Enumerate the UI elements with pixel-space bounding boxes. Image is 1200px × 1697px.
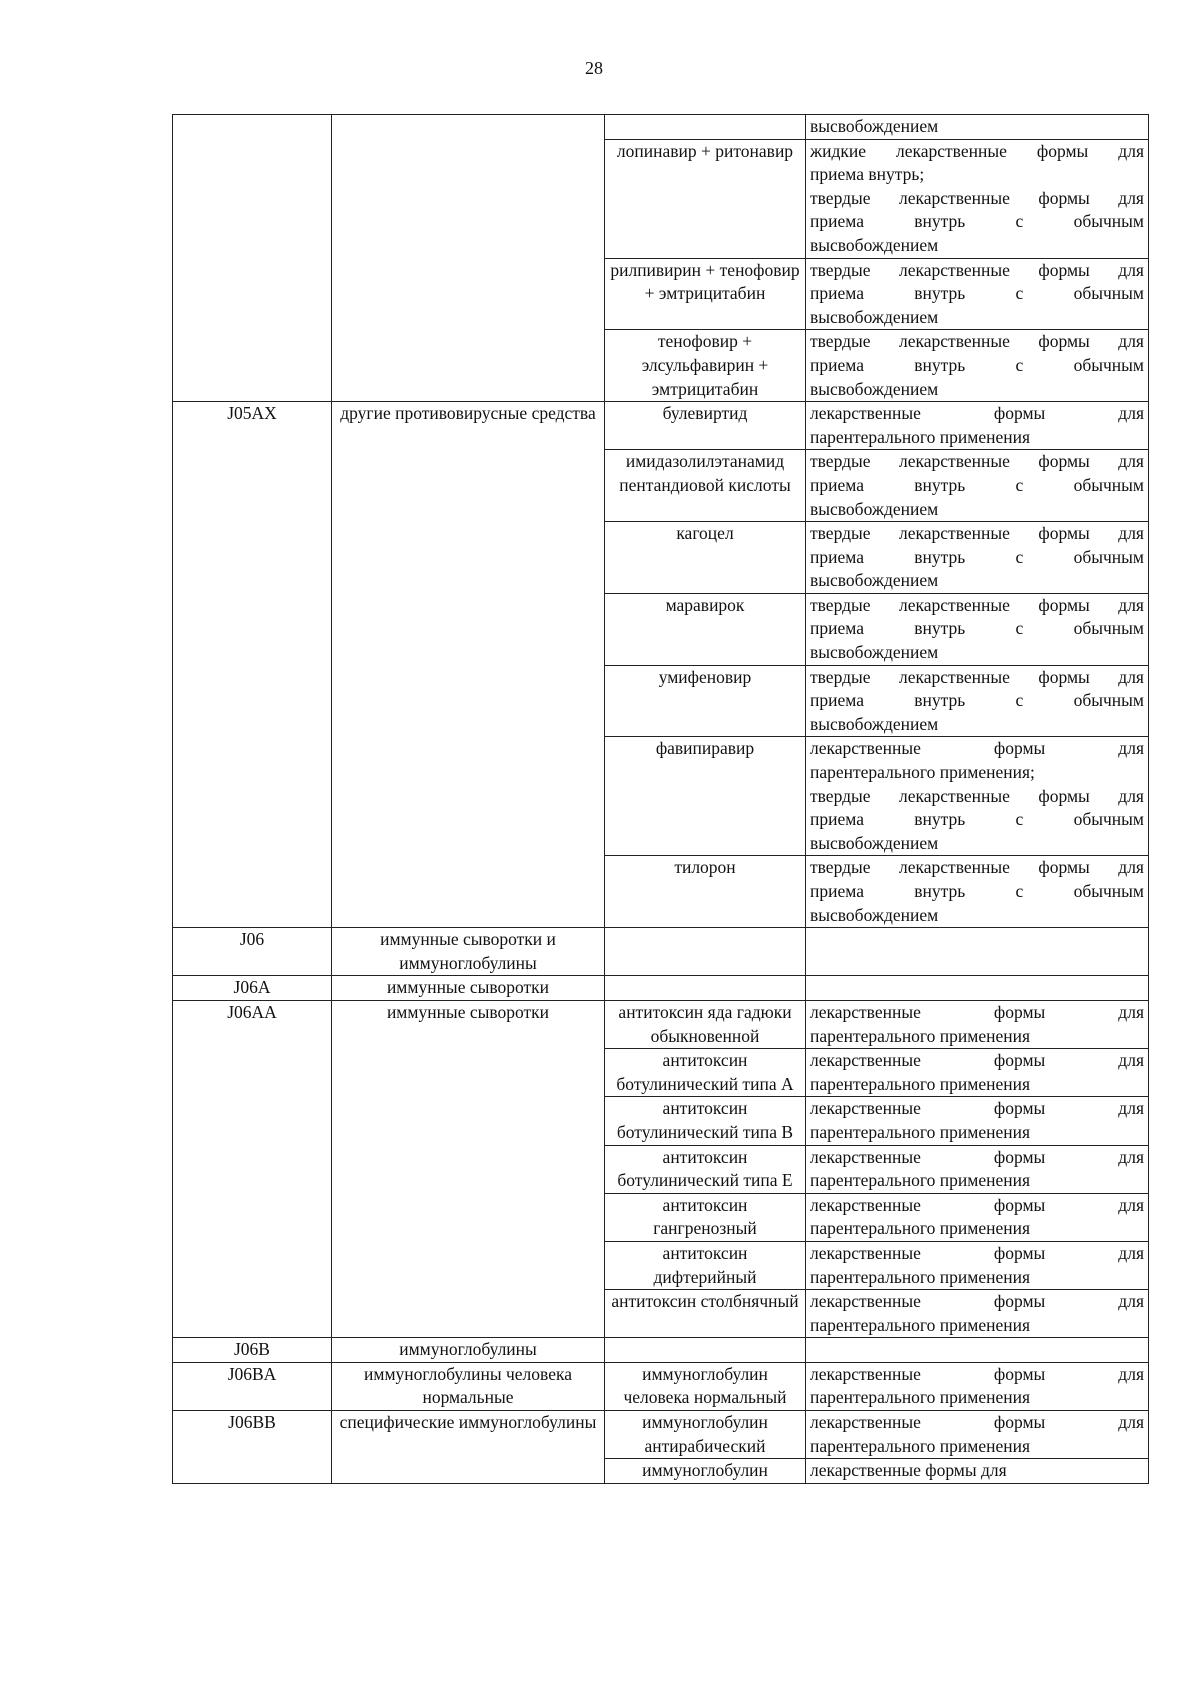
form-line: парентерального применения;	[810, 762, 1035, 783]
form-line: лекарственные формы для	[810, 1146, 1144, 1167]
form-line: твердые лекарственные формы для	[810, 259, 1144, 280]
form-line: лекарственные формы для	[810, 738, 1144, 759]
form-line: парентерального применения	[810, 1025, 1031, 1046]
form-line: твердые лекарственные формы для	[810, 451, 1144, 472]
form-cell	[806, 450, 1149, 522]
table-row	[173, 976, 1149, 1001]
drug-cell: рилпивирин + тенофовир + эмтрицитабин	[605, 258, 806, 330]
form-line: высвобождением	[810, 116, 939, 136]
form-line: твердые лекарственные формы для	[810, 857, 1144, 878]
form-line: приема внутрь с обычным	[810, 618, 1144, 639]
form-line: парентерального применения	[810, 1121, 1031, 1142]
drug-cell	[605, 928, 806, 976]
form-line: лекарственные формы для	[810, 403, 1144, 424]
form-line: приема внутрь с обычным	[810, 211, 1144, 232]
form-cell	[806, 330, 1149, 402]
table-row	[173, 1338, 1149, 1363]
atc-code-cell	[173, 115, 332, 402]
form-cell	[806, 139, 1149, 258]
form-cell	[806, 1000, 1149, 1048]
drug-cell	[605, 976, 806, 1001]
drug-cell: булевиртид	[605, 402, 806, 450]
form-cell	[806, 1193, 1149, 1241]
group-cell: другие противовирусные средства	[332, 402, 605, 928]
form-line: высвобождением	[810, 498, 939, 519]
atc-code-cell: J06B	[173, 1338, 332, 1363]
form-line: твердые лекарственные формы для	[810, 666, 1144, 687]
atc-code-cell: J06	[173, 928, 332, 976]
form-cell	[806, 1241, 1149, 1289]
drug-cell: антитоксин ботулинический типа E	[605, 1145, 806, 1193]
form-cell	[806, 522, 1149, 594]
form-line: приема внутрь с обычным	[810, 881, 1144, 901]
form-line: высвобождением	[810, 904, 939, 925]
form-cell	[806, 665, 1149, 737]
drug-cell: кагоцел	[605, 522, 806, 594]
drug-cell: лопинавир + ритонавир	[605, 139, 806, 258]
form-line: приема внутрь с обычным	[810, 809, 1144, 830]
form-line: лекарственные формы для	[810, 1412, 1144, 1433]
form-line: парентерального применения	[810, 1387, 1031, 1408]
form-line: лекарственные формы для	[810, 1001, 1144, 1022]
form-line: высвобождением	[810, 832, 939, 853]
form-line: парентерального применения	[810, 1218, 1031, 1239]
drug-cell: иммуноглобулин	[605, 1459, 806, 1484]
form-line: приема внутрь с обычным	[810, 546, 1144, 567]
drug-cell: иммуноглобулин антирабический	[605, 1411, 806, 1459]
atc-code-cell: J06AA	[173, 1000, 332, 1337]
form-line: лекарственные формы для	[810, 1050, 1144, 1071]
form-line: лекарственные формы для	[810, 1291, 1144, 1312]
form-line: лекарственные формы для	[810, 1363, 1144, 1384]
page-number: 28	[585, 58, 603, 78]
form-cell	[806, 1459, 1149, 1484]
form-cell	[806, 1362, 1149, 1410]
form-cell	[806, 856, 1149, 928]
group-cell	[332, 115, 605, 402]
form-line: высвобождением	[810, 378, 939, 399]
drug-cell: фавипиравир	[605, 737, 806, 856]
form-cell	[806, 1338, 1149, 1363]
form-line: приема внутрь с обычным	[810, 354, 1144, 375]
drug-cell: антитоксин ботулинический типа A	[605, 1049, 806, 1097]
form-line: приема внутрь с обычным	[810, 474, 1144, 495]
form-line: приема внутрь с обычным	[810, 690, 1144, 711]
table-row	[173, 1362, 1149, 1410]
drug-cell: тилорон	[605, 856, 806, 928]
form-line: парентерального применения	[810, 1073, 1031, 1094]
form-line: лекарственные формы для	[810, 1242, 1144, 1263]
form-cell	[806, 1049, 1149, 1097]
drug-cell: антитоксин столбнячный	[605, 1290, 806, 1338]
form-cell	[806, 976, 1149, 1001]
form-line: парентерального применения	[810, 1266, 1031, 1287]
form-cell	[806, 402, 1149, 450]
form-cell	[806, 258, 1149, 330]
form-line: твердые лекарственные формы для	[810, 187, 1144, 208]
drug-table	[172, 114, 1149, 1484]
drug-cell: антитоксин дифтерийный	[605, 1241, 806, 1289]
drug-cell	[605, 115, 806, 140]
table-row	[173, 928, 1149, 976]
form-line: лекарственные формы для	[810, 1194, 1144, 1215]
form-line: жидкие лекарственные формы для	[810, 140, 1144, 161]
atc-code-cell: J05AX	[173, 402, 332, 928]
form-line: твердые лекарственные формы для	[810, 523, 1144, 544]
form-line: приема внутрь;	[810, 164, 925, 185]
form-line: лекарственные формы для	[810, 1460, 1007, 1481]
form-cell	[806, 737, 1149, 856]
form-line: приема внутрь с обычным	[810, 283, 1144, 304]
form-cell	[806, 1145, 1149, 1193]
form-line: парентерального применения	[810, 426, 1031, 447]
form-line: твердые лекарственные формы для	[810, 331, 1144, 352]
form-line: парентерального применения	[810, 1170, 1031, 1191]
form-line: твердые лекарственные формы для	[810, 594, 1144, 615]
table-row	[173, 1411, 1149, 1459]
table-row	[173, 115, 1149, 140]
drug-cell: антитоксин ботулинический типа B	[605, 1097, 806, 1145]
drug-cell: антитоксин гангренозный	[605, 1193, 806, 1241]
atc-code-cell: J06BA	[173, 1362, 332, 1410]
group-cell: иммунные сыворотки	[332, 976, 605, 1001]
form-line: парентерального применения	[810, 1435, 1031, 1456]
form-line: высвобождением	[810, 570, 939, 591]
form-cell	[806, 593, 1149, 665]
form-line: высвобождением	[810, 713, 939, 734]
group-cell: иммуноглобулины человека нормальные	[332, 1362, 605, 1410]
table-row	[173, 402, 1149, 450]
form-cell	[806, 1290, 1149, 1338]
drug-cell: имидазолилэтанамид пентандиовой кислоты	[605, 450, 806, 522]
drug-cell: умифеновир	[605, 665, 806, 737]
drug-cell: тенофовир + элсульфавирин + эмтрицитабин	[605, 330, 806, 402]
drug-cell: иммуноглобулин человека нормальный	[605, 1362, 806, 1410]
group-cell: иммунные сыворотки и иммуноглобулины	[332, 928, 605, 976]
atc-code-cell: J06BB	[173, 1411, 332, 1484]
form-line: высвобождением	[810, 306, 939, 327]
atc-code-cell: J06A	[173, 976, 332, 1001]
form-line: лекарственные формы для	[810, 1098, 1144, 1119]
form-line: твердые лекарственные формы для	[810, 785, 1144, 806]
form-line: высвобождением	[810, 234, 939, 255]
group-cell: иммунные сыворотки	[332, 1000, 605, 1337]
form-line: парентерального применения	[810, 1314, 1031, 1335]
form-cell	[806, 1411, 1149, 1459]
drug-cell: маравирок	[605, 593, 806, 665]
form-cell	[806, 1097, 1149, 1145]
group-cell: иммуноглобулины	[332, 1338, 605, 1363]
form-cell	[806, 928, 1149, 976]
table-row	[173, 1000, 1149, 1048]
drug-cell	[605, 1338, 806, 1363]
group-cell: специфические иммуноглобулины	[332, 1411, 605, 1484]
form-line: высвобождением	[810, 642, 939, 663]
form-cell	[806, 115, 1149, 140]
drug-cell: антитоксин яда гадюки обыкновенной	[605, 1000, 806, 1048]
